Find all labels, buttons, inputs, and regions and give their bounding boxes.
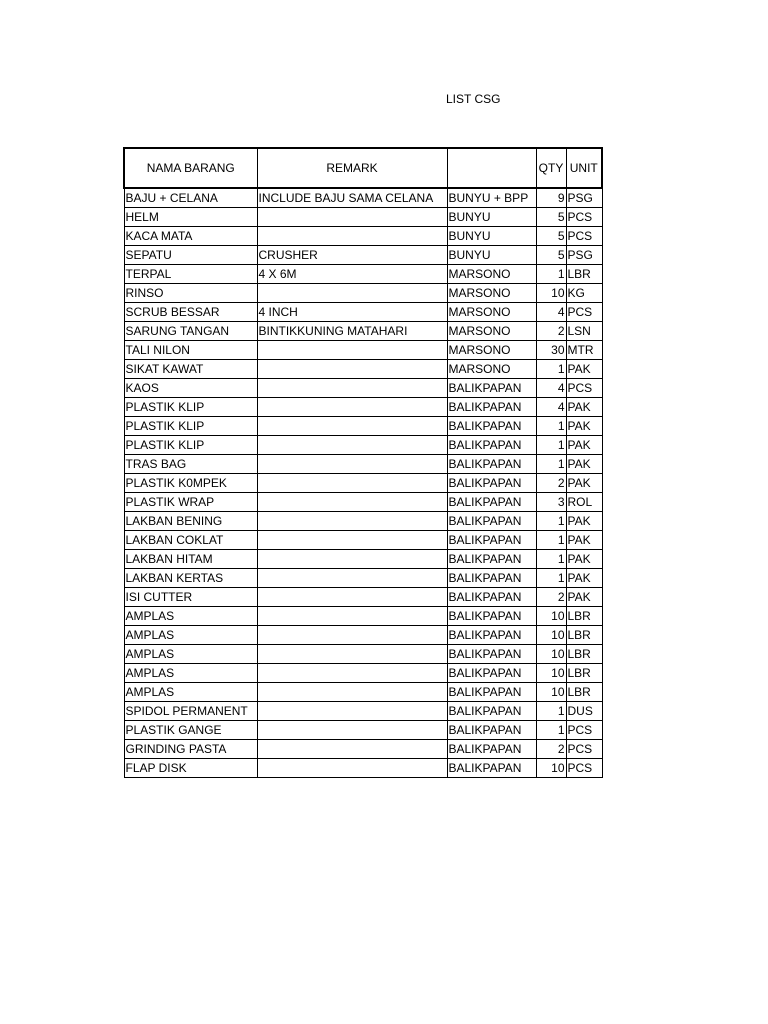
cell-remark	[257, 417, 447, 436]
cell-unit: MTR	[566, 341, 602, 360]
cell-unit: LSN	[566, 322, 602, 341]
cell-remark	[257, 588, 447, 607]
cell-nama-barang: LAKBAN COKLAT	[124, 531, 257, 550]
cell-remark	[257, 607, 447, 626]
cell-unit: PAK	[566, 569, 602, 588]
cell-remark	[257, 474, 447, 493]
cell-remark	[257, 512, 447, 531]
cell-unit: LBR	[566, 626, 602, 645]
cell-unit: PSG	[566, 246, 602, 265]
table-row	[124, 341, 602, 360]
table-row	[124, 721, 602, 740]
cell-qty: 10	[536, 645, 566, 664]
cell-unit: DUS	[566, 702, 602, 721]
cell-nama-barang: HELM	[124, 208, 257, 227]
cell-nama-barang: ISI CUTTER	[124, 588, 257, 607]
cell-location: BALIKPAPAN	[447, 759, 536, 778]
cell-unit: KG	[566, 284, 602, 303]
cell-remark: INCLUDE BAJU SAMA CELANA	[257, 188, 447, 208]
table-row	[124, 683, 602, 702]
table-row	[124, 550, 602, 569]
cell-qty: 10	[536, 607, 566, 626]
table-row	[124, 265, 602, 284]
cell-nama-barang: PLASTIK WRAP	[124, 493, 257, 512]
cell-location: BUNYU	[447, 208, 536, 227]
cell-qty: 1	[536, 569, 566, 588]
cell-nama-barang: RINSO	[124, 284, 257, 303]
cell-qty: 3	[536, 493, 566, 512]
table-row	[124, 569, 602, 588]
cell-location: MARSONO	[447, 265, 536, 284]
table-row	[124, 360, 602, 379]
cell-unit: PAK	[566, 550, 602, 569]
cell-remark	[257, 208, 447, 227]
table-row	[124, 246, 602, 265]
cell-location: BALIKPAPAN	[447, 379, 536, 398]
header-qty: QTY	[536, 148, 566, 188]
cell-qty: 10	[536, 759, 566, 778]
cell-nama-barang: AMPLAS	[124, 607, 257, 626]
cell-nama-barang: SCRUB BESSAR	[124, 303, 257, 322]
cell-qty: 10	[536, 626, 566, 645]
cell-nama-barang: SARUNG TANGAN	[124, 322, 257, 341]
cell-unit: LBR	[566, 664, 602, 683]
cell-qty: 1	[536, 455, 566, 474]
cell-unit: PCS	[566, 721, 602, 740]
cell-location: BALIKPAPAN	[447, 664, 536, 683]
cell-qty: 10	[536, 284, 566, 303]
header-location	[447, 148, 536, 188]
cell-qty: 5	[536, 227, 566, 246]
cell-qty: 4	[536, 398, 566, 417]
cell-remark	[257, 550, 447, 569]
cell-unit: PCS	[566, 379, 602, 398]
table-row	[124, 759, 602, 778]
cell-remark	[257, 360, 447, 379]
cell-nama-barang: BAJU + CELANA	[124, 188, 257, 208]
cell-unit: PAK	[566, 588, 602, 607]
table-row	[124, 474, 602, 493]
table-row	[124, 664, 602, 683]
cell-nama-barang: LAKBAN BENING	[124, 512, 257, 531]
cell-qty: 4	[536, 303, 566, 322]
cell-qty: 5	[536, 246, 566, 265]
cell-remark	[257, 664, 447, 683]
cell-unit: PAK	[566, 417, 602, 436]
cell-unit: PSG	[566, 188, 602, 208]
cell-location: BALIKPAPAN	[447, 417, 536, 436]
cell-remark	[257, 569, 447, 588]
cell-location: MARSONO	[447, 322, 536, 341]
cell-nama-barang: KACA MATA	[124, 227, 257, 246]
table-row	[124, 740, 602, 759]
cell-nama-barang: KAOS	[124, 379, 257, 398]
cell-qty: 1	[536, 265, 566, 284]
cell-nama-barang: AMPLAS	[124, 664, 257, 683]
cell-nama-barang: PLASTIK KLIP	[124, 436, 257, 455]
cell-nama-barang: GRINDING PASTA	[124, 740, 257, 759]
cell-nama-barang: TALI NILON	[124, 341, 257, 360]
cell-location: BALIKPAPAN	[447, 398, 536, 417]
cell-location: MARSONO	[447, 360, 536, 379]
cell-unit: PCS	[566, 208, 602, 227]
cell-qty: 1	[536, 417, 566, 436]
cell-remark	[257, 626, 447, 645]
table-row	[124, 398, 602, 417]
cell-location: BALIKPAPAN	[447, 436, 536, 455]
cell-unit: PAK	[566, 398, 602, 417]
cell-qty: 5	[536, 208, 566, 227]
cell-qty: 1	[536, 550, 566, 569]
cell-unit: PCS	[566, 227, 602, 246]
cell-location: MARSONO	[447, 284, 536, 303]
cell-location: BALIKPAPAN	[447, 474, 536, 493]
cell-qty: 10	[536, 664, 566, 683]
cell-location: BUNYU + BPP	[447, 188, 536, 208]
cell-location: BALIKPAPAN	[447, 531, 536, 550]
cell-location: BALIKPAPAN	[447, 740, 536, 759]
cell-qty: 1	[536, 702, 566, 721]
cell-remark	[257, 227, 447, 246]
cell-nama-barang: AMPLAS	[124, 626, 257, 645]
cell-unit: PCS	[566, 759, 602, 778]
cell-unit: ROL	[566, 493, 602, 512]
cell-nama-barang: PLASTIK GANGE	[124, 721, 257, 740]
cell-qty: 1	[536, 512, 566, 531]
cell-nama-barang: LAKBAN KERTAS	[124, 569, 257, 588]
cell-unit: PAK	[566, 455, 602, 474]
cell-unit: PAK	[566, 474, 602, 493]
cell-remark: 4 INCH	[257, 303, 447, 322]
cell-nama-barang: AMPLAS	[124, 683, 257, 702]
table-row	[124, 702, 602, 721]
cell-qty: 1	[536, 360, 566, 379]
table-row	[124, 284, 602, 303]
cell-unit: PCS	[566, 303, 602, 322]
cell-location: BALIKPAPAN	[447, 683, 536, 702]
cell-remark	[257, 645, 447, 664]
cell-remark	[257, 341, 447, 360]
document-title: LIST CSG	[446, 92, 501, 106]
cell-location: BALIKPAPAN	[447, 493, 536, 512]
cell-qty: 2	[536, 322, 566, 341]
header-nama-barang: NAMA BARANG	[124, 148, 257, 188]
table-row	[124, 645, 602, 664]
cell-remark: CRUSHER	[257, 246, 447, 265]
table-row	[124, 227, 602, 246]
table-row	[124, 455, 602, 474]
item-list-table	[123, 147, 603, 778]
cell-unit: PAK	[566, 512, 602, 531]
cell-nama-barang: SIKAT KAWAT	[124, 360, 257, 379]
table-row	[124, 417, 602, 436]
cell-nama-barang: SEPATU	[124, 246, 257, 265]
table-header-row	[124, 148, 602, 188]
cell-location: BUNYU	[447, 227, 536, 246]
cell-location: BALIKPAPAN	[447, 512, 536, 531]
table-body	[124, 188, 602, 778]
cell-unit: LBR	[566, 265, 602, 284]
cell-remark	[257, 436, 447, 455]
cell-location: BALIKPAPAN	[447, 607, 536, 626]
cell-qty: 2	[536, 474, 566, 493]
table-row	[124, 208, 602, 227]
cell-unit: PCS	[566, 740, 602, 759]
cell-remark	[257, 284, 447, 303]
cell-remark	[257, 721, 447, 740]
cell-qty: 2	[536, 588, 566, 607]
cell-remark: 4 X 6M	[257, 265, 447, 284]
cell-remark	[257, 759, 447, 778]
cell-unit: LBR	[566, 607, 602, 626]
cell-unit: PAK	[566, 360, 602, 379]
cell-location: BALIKPAPAN	[447, 702, 536, 721]
cell-location: BALIKPAPAN	[447, 550, 536, 569]
cell-nama-barang: PLASTIK K0MPEK	[124, 474, 257, 493]
cell-qty: 10	[536, 683, 566, 702]
cell-nama-barang: PLASTIK KLIP	[124, 398, 257, 417]
cell-location: MARSONO	[447, 341, 536, 360]
table-row	[124, 588, 602, 607]
table-row	[124, 379, 602, 398]
cell-remark	[257, 740, 447, 759]
cell-qty: 4	[536, 379, 566, 398]
table-row	[124, 188, 602, 208]
cell-remark	[257, 379, 447, 398]
cell-nama-barang: AMPLAS	[124, 645, 257, 664]
cell-nama-barang: PLASTIK KLIP	[124, 417, 257, 436]
cell-nama-barang: LAKBAN HITAM	[124, 550, 257, 569]
cell-remark	[257, 398, 447, 417]
cell-nama-barang: TRAS BAG	[124, 455, 257, 474]
table-row	[124, 303, 602, 322]
cell-remark	[257, 531, 447, 550]
cell-qty: 2	[536, 740, 566, 759]
cell-location: BALIKPAPAN	[447, 588, 536, 607]
cell-nama-barang: SPIDOL PERMANENT	[124, 702, 257, 721]
cell-qty: 30	[536, 341, 566, 360]
cell-location: BALIKPAPAN	[447, 721, 536, 740]
cell-remark	[257, 702, 447, 721]
cell-location: BALIKPAPAN	[447, 455, 536, 474]
cell-unit: PAK	[566, 531, 602, 550]
table-row	[124, 512, 602, 531]
cell-unit: PAK	[566, 436, 602, 455]
table-row	[124, 626, 602, 645]
cell-remark: BINTIKKUNING MATAHARI	[257, 322, 447, 341]
cell-unit: LBR	[566, 645, 602, 664]
cell-qty: 1	[536, 721, 566, 740]
table-row	[124, 531, 602, 550]
cell-location: BALIKPAPAN	[447, 645, 536, 664]
cell-nama-barang: FLAP DISK	[124, 759, 257, 778]
cell-qty: 9	[536, 188, 566, 208]
cell-location: BALIKPAPAN	[447, 626, 536, 645]
cell-qty: 1	[536, 531, 566, 550]
header-unit: UNIT	[566, 148, 602, 188]
table-row	[124, 436, 602, 455]
table-row	[124, 493, 602, 512]
cell-unit: LBR	[566, 683, 602, 702]
cell-remark	[257, 455, 447, 474]
cell-remark	[257, 493, 447, 512]
cell-location: MARSONO	[447, 303, 536, 322]
cell-qty: 1	[536, 436, 566, 455]
cell-location: BALIKPAPAN	[447, 569, 536, 588]
table-row	[124, 607, 602, 626]
cell-nama-barang: TERPAL	[124, 265, 257, 284]
table-row	[124, 322, 602, 341]
header-remark: REMARK	[257, 148, 447, 188]
cell-location: BUNYU	[447, 246, 536, 265]
cell-remark	[257, 683, 447, 702]
